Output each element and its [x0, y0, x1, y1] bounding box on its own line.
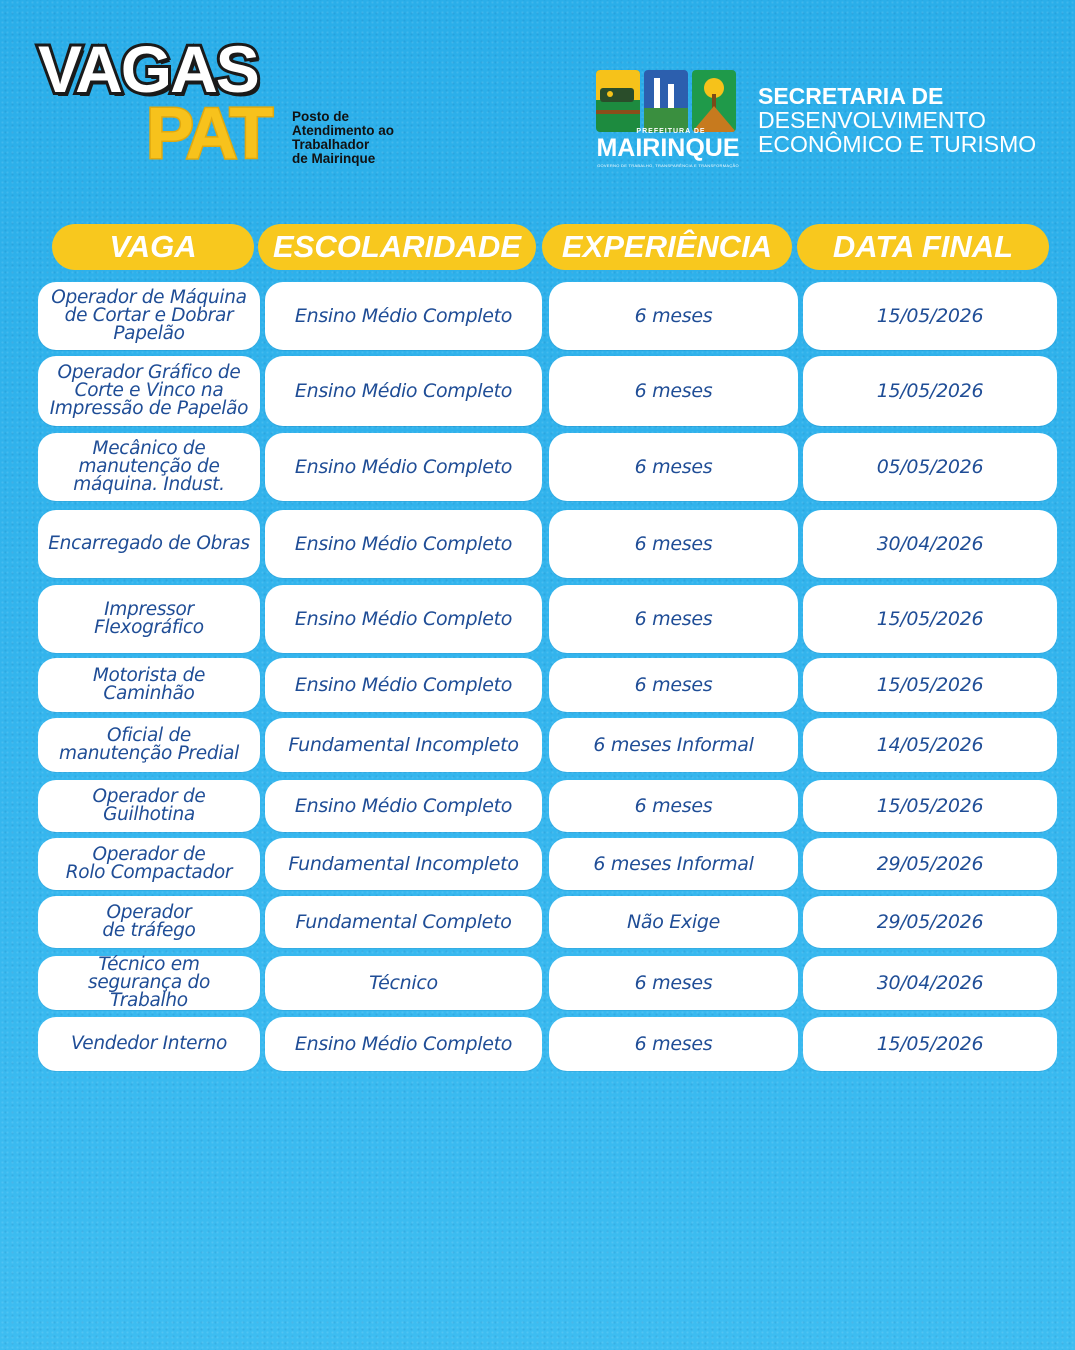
cell-escolaridade: Ensino Médio Completo: [265, 780, 542, 832]
prefeitura-caption: PREFEITURA DE: [636, 128, 706, 135]
secretaria-title: [758, 84, 1058, 156]
cell-experiencia: 6 meses: [549, 956, 798, 1010]
cell-escolaridade: Ensino Médio Completo: [265, 510, 542, 578]
logo-subtitle-line: Posto de: [292, 109, 350, 124]
cell-experiencia: 6 meses: [549, 585, 798, 653]
cell-vaga: [38, 658, 260, 712]
vaga-line: Operador de Máquina: [51, 287, 247, 308]
vaga-line: Impressor: [104, 599, 194, 620]
cell-escolaridade: Ensino Médio Completo: [265, 658, 542, 712]
cell-experiencia: 6 meses: [549, 510, 798, 578]
vaga-line: Oficial de: [106, 725, 191, 746]
vaga-line: Operador: [106, 902, 192, 923]
cell-data-final: 15/05/2026: [803, 356, 1057, 426]
cell-data-final: 14/05/2026: [803, 718, 1057, 772]
cell-data-final: 15/05/2026: [803, 585, 1057, 653]
cell-vaga: [38, 956, 260, 1010]
column-header-vaga: VAGA: [52, 224, 254, 270]
prefeitura-tagline: GOVERNO DE TRABALHO, TRANSPARÊNCIA E TRANSFORMAÇÃO: [597, 163, 739, 168]
vaga-line: Operador de: [92, 786, 206, 807]
cell-vaga: [38, 838, 260, 890]
vaga-line: Trabalho: [110, 990, 188, 1011]
vaga-line: segurança do: [87, 972, 210, 993]
vaga-line: Corte e Vinco na: [74, 380, 224, 401]
vaga-line: máquina. Indust.: [73, 474, 225, 495]
cell-vaga: [38, 585, 260, 653]
cell-escolaridade: Ensino Médio Completo: [265, 1017, 542, 1071]
cell-data-final: 15/05/2026: [803, 658, 1057, 712]
cell-vaga: [38, 356, 260, 426]
vaga-line: Operador de: [92, 844, 206, 865]
cell-escolaridade: Fundamental Incompleto: [265, 718, 542, 772]
logo-subtitle-line: de Mairinque: [292, 151, 376, 166]
cell-vaga: [38, 282, 260, 350]
cell-data-final: 15/05/2026: [803, 1017, 1057, 1071]
secretaria-line: SECRETARIA DE: [758, 83, 944, 109]
column-header-escolaridade: ESCOLARIDADE: [258, 224, 536, 270]
vaga-line: Motorista de: [92, 665, 206, 686]
cell-data-final: 30/04/2026: [803, 510, 1057, 578]
cell-experiencia: 6 meses: [549, 433, 798, 501]
vaga-line: de tráfego: [102, 920, 196, 941]
logo-subtitle-line: Atendimento ao: [292, 123, 395, 138]
cell-escolaridade: Fundamental Incompleto: [265, 838, 542, 890]
cell-experiencia: 6 meses Informal: [549, 838, 798, 890]
cell-vaga: [38, 510, 260, 578]
cell-escolaridade: Ensino Médio Completo: [265, 356, 542, 426]
logo-pat-subtitle: [292, 110, 432, 166]
logo-subtitle-line: Trabalhador: [292, 137, 370, 152]
secretaria-line: DESENVOLVIMENTO: [758, 107, 986, 133]
secretaria-line: ECONÔMICO E TURISMO: [758, 131, 1037, 157]
cell-escolaridade: Técnico: [265, 956, 542, 1010]
cell-escolaridade: Ensino Médio Completo: [265, 282, 542, 350]
column-header-data-final: DATA FINAL: [797, 224, 1049, 270]
vagas-pat-logo: [38, 32, 428, 176]
cell-experiencia: 6 meses: [549, 780, 798, 832]
vaga-line: Encarregado de Obras: [48, 533, 250, 554]
logo-pat-text: PAT: [146, 94, 271, 174]
vaga-line: Técnico em: [98, 954, 200, 975]
vaga-line: Vendedor Interno: [70, 1033, 228, 1054]
vaga-line: Flexográfico: [94, 617, 204, 638]
vaga-line: Guilhotina: [103, 804, 195, 825]
cell-experiencia: 6 meses: [549, 282, 798, 350]
column-header-experiencia: EXPERIÊNCIA: [542, 224, 792, 270]
cell-vaga: [38, 433, 260, 501]
cell-data-final: 29/05/2026: [803, 838, 1057, 890]
cell-data-final: 30/04/2026: [803, 956, 1057, 1010]
cell-vaga: [38, 1017, 260, 1071]
cell-experiencia: 6 meses: [549, 356, 798, 426]
cell-vaga: [38, 896, 260, 948]
cell-data-final: 29/05/2026: [803, 896, 1057, 948]
cell-vaga: [38, 780, 260, 832]
cell-data-final: 05/05/2026: [803, 433, 1057, 501]
vaga-line: manutenção de: [78, 456, 220, 477]
cell-experiencia: 6 meses: [549, 1017, 798, 1071]
vaga-line: Rolo Compactador: [65, 862, 233, 883]
cell-escolaridade: Ensino Médio Completo: [265, 585, 542, 653]
vaga-line: Caminhão: [103, 683, 195, 704]
cell-experiencia: Não Exige: [549, 896, 798, 948]
cell-data-final: 15/05/2026: [803, 282, 1057, 350]
vaga-line: Operador Gráfico de: [57, 362, 241, 383]
cell-data-final: 15/05/2026: [803, 780, 1057, 832]
prefeitura-mairinque-logo: [590, 70, 742, 172]
cell-experiencia: 6 meses Informal: [549, 718, 798, 772]
vaga-line: de Cortar e Dobrar: [64, 305, 234, 326]
vaga-line: Impressão de Papelão: [49, 398, 249, 419]
prefeitura-emblem-icon: [590, 70, 742, 132]
logo-vagas-text: VAGAS: [38, 32, 258, 106]
cell-escolaridade: Fundamental Completo: [265, 896, 542, 948]
vaga-line: manutenção Predial: [59, 743, 239, 764]
prefeitura-name: MAIRINQUE: [596, 134, 740, 162]
vaga-line: Papelão: [113, 323, 185, 344]
cell-escolaridade: Ensino Médio Completo: [265, 433, 542, 501]
vaga-line: Mecânico de: [92, 438, 206, 459]
cell-vaga: [38, 718, 260, 772]
cell-experiencia: 6 meses: [549, 658, 798, 712]
